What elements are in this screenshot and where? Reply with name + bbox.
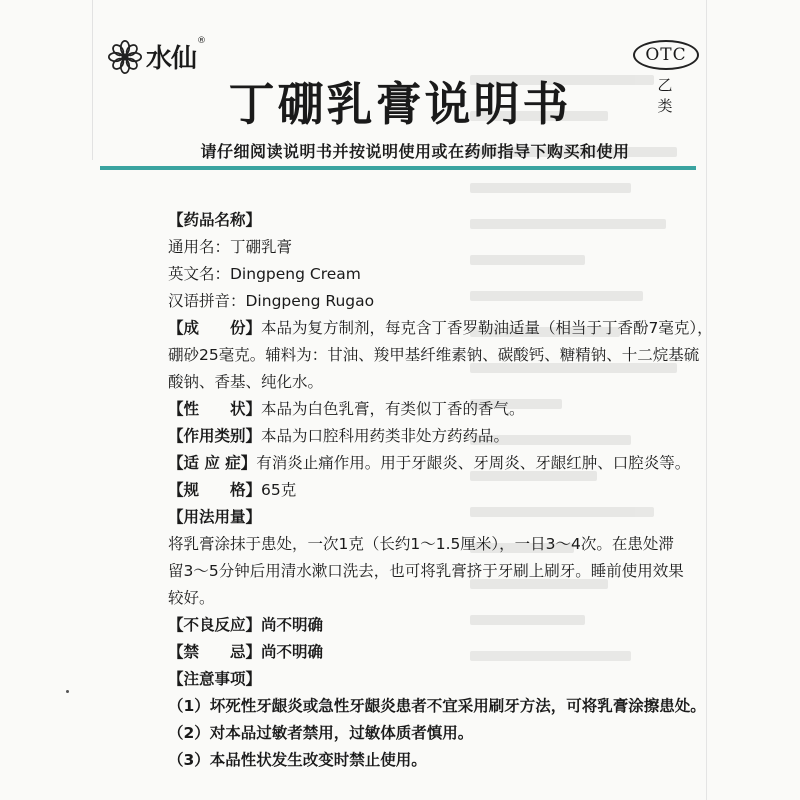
otc-badge: OTC <box>633 40 699 70</box>
usage-line-1: 将乳膏涂抹于患处，一次1克（长约1～1.5厘米），一日3～4次。在患处滞 <box>168 535 674 553</box>
composition-line-2: 硼砂25毫克。辅料为：甘油、羧甲基纤维素钠、碳酸钙、糖精钠、十二烷基硫 <box>168 346 700 364</box>
indications-row <box>168 450 708 477</box>
otc-category: 乙类 <box>657 76 687 115</box>
pinyin-name: 汉语拼音：Dingpeng Rugao <box>168 292 375 310</box>
spec-value: 65克 <box>261 481 297 499</box>
usage-line-3: 较好。 <box>168 589 215 607</box>
usage-header: 【用法用量】 <box>168 508 262 526</box>
contra-value: 尚不明确 <box>261 643 324 661</box>
adverse-row <box>168 612 708 639</box>
composition-value: 本品为复方制剂，每克含丁香罗勒油适量（相当于丁香酚7毫克）， <box>261 319 713 337</box>
usage-advisory: 请仔细阅读说明书并按说明使用或在药师指导下购买和使用 <box>200 142 630 161</box>
composition-line-3: 酸钠、香基、纯化水。 <box>168 373 324 391</box>
appearance-value: 本品为白色乳膏，有类似丁香的香气。 <box>261 400 525 418</box>
contra-label: 【禁 忌】 <box>168 643 262 661</box>
precaution-item: （1）坏死性牙龈炎或急性牙龈炎患者不宜采用刷牙方法，可将乳膏涂擦患处。 <box>168 697 706 715</box>
usage-line-2: 留3～5分钟后用清水漱口洗去，也可将乳膏挤于牙刷上刷牙。睡前使用效果 <box>168 562 684 580</box>
page-fold-line <box>92 0 93 160</box>
english-name: 英文名：Dingpeng Cream <box>168 265 361 283</box>
precaution-item: （2）对本品过敏者禁用，过敏体质者慎用。 <box>168 724 474 742</box>
document-title: 丁硼乳膏说明书 <box>228 77 572 131</box>
category-row <box>168 423 708 450</box>
precautions-header: 【注意事项】 <box>168 670 262 688</box>
appearance-row <box>168 396 708 423</box>
category-label: 【作用类别】 <box>168 427 262 445</box>
composition-row <box>168 315 713 342</box>
adverse-value: 尚不明确 <box>261 616 324 634</box>
indications-value: 有消炎止痛作用。用于牙龈炎、牙周炎、牙龈红肿、口腔炎等。 <box>256 454 691 472</box>
print-speck <box>66 690 69 693</box>
otc-mark <box>632 40 700 116</box>
spec-row <box>168 477 708 504</box>
contra-row <box>168 639 708 666</box>
brand-name: 水仙 ® <box>146 36 206 74</box>
appearance-label: 【性 状】 <box>168 400 262 418</box>
precaution-item: （3）本品性状发生改变时禁止使用。 <box>168 751 427 769</box>
narcissus-flower-icon <box>108 40 142 74</box>
category-value: 本品为口腔科用药类非处方药药品。 <box>261 427 510 445</box>
brand-logo <box>108 36 206 75</box>
indications-label: 【适 应 症】 <box>168 454 257 472</box>
header-divider <box>100 166 696 170</box>
spec-label: 【规 格】 <box>168 481 262 499</box>
adverse-label: 【不良反应】 <box>168 616 262 634</box>
composition-label: 【成 份】 <box>168 319 262 337</box>
generic-name: 通用名：丁硼乳膏 <box>168 238 293 256</box>
leaflet-body <box>168 207 713 774</box>
drug-name-header: 【药品名称】 <box>168 211 262 229</box>
